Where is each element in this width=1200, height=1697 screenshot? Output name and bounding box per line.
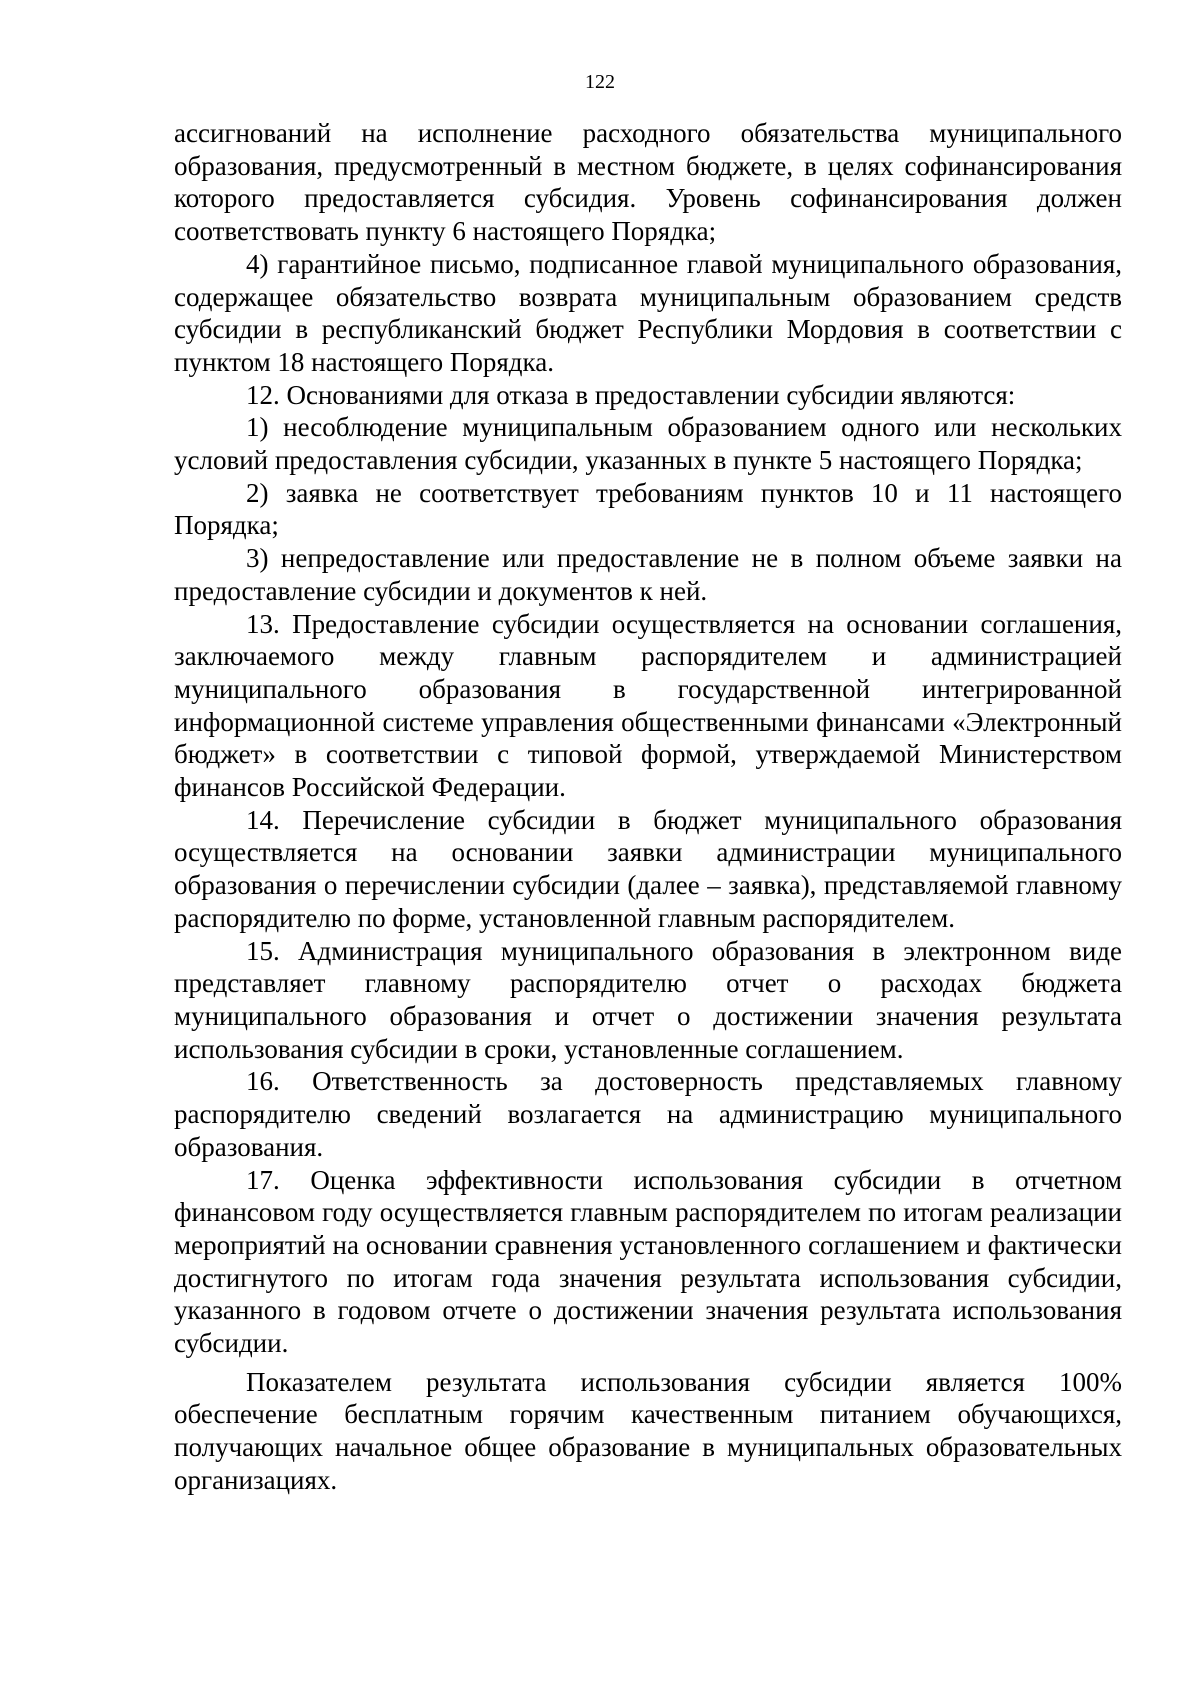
paragraph-item-4-guarantee-letter: 4) гарантийное письмо, подписанное главой муниципального образования, содержащее обязательство возврата муниципальным образованием средств субсидии в республиканский бюджет Республики Мордовия в соответствии с пунктом 18 настоящего Порядка. bbox=[174, 248, 1122, 377]
paragraph-allocations-continuation: ассигнований на исполнение расходного обязательства муниципального образования, предусмотренный в местном бюджете, в целях софинансирования которого предоставляется субсидия. Уровень софинансирования должен соответствовать пункту 6 настоящего Порядка; bbox=[174, 118, 1122, 247]
paragraph-12-item-1: 1) несоблюдение муниципальным образованием одного или нескольких условий предоставления субсидии, указанных в пункте 5 настоящего Порядка; bbox=[174, 412, 1122, 476]
paragraph-12-item-3: 3) непредоставление или предоставление не в полном объеме заявки на предоставление субсидии и документов к ней. bbox=[174, 543, 1122, 606]
paragraph-14-transfer: 14. Перечисление субсидии в бюджет муниципального образования осуществляется на основании заявки администрации муниципального образования о перечислении субсидии (далее – заявка), представляемой главному распорядителю по форме, установленной главным распорядителем. bbox=[174, 804, 1122, 933]
page-number: 122 bbox=[585, 71, 615, 93]
paragraph-12-item-2: 2) заявка не соответствует требованиям пунктов 10 и 11 настоящего Порядка; bbox=[174, 477, 1122, 541]
paragraph-12-refusal-grounds: 12. Основаниями для отказа в предоставлении субсидии являются: bbox=[246, 379, 1016, 410]
paragraph-result-indicator: Показателем результата использования субсидии является 100% обеспечение бесплатным горячим качественным питанием обучающихся, получающих начальное общее образование в муниципальных образовательных организациях. bbox=[174, 1366, 1122, 1495]
paragraph-17-evaluation: 17. Оценка эффективности использования субсидии в отчетном финансовом году осуществляется главным распорядителем по итогам реализации мероприятий на основании сравнения установленного соглашением и фактически достигнутого по итогам года значения результата использования субсидии, указанного в годовом отчете о достижении значения результата использования субсидии. bbox=[174, 1164, 1122, 1359]
paragraph-16-responsibility: 16. Ответственность за достоверность представляемых главному распорядителю сведений возлагается на администрацию муниципального образования. bbox=[174, 1066, 1122, 1162]
paragraph-15-reporting: 15. Администрация муниципального образования в электронном виде представляет главному распорядителю отчет о расходах бюджета муниципального образования и отчет о достижении значения результата использования субсидии в сроки, установленные соглашением. bbox=[174, 935, 1122, 1064]
document-body bbox=[174, 117, 1122, 1497]
paragraph-13-agreement: 13. Предоставление субсидии осуществляется на основании соглашения, заключаемого между главным распорядителем и администрацией муниципального образования в государственной интегрированной информационной системе управления общественными финансами «Электронный бюджет» в соответствии с типовой формой, утверждаемой Министерством финансов Российской Федерации. bbox=[174, 608, 1122, 803]
